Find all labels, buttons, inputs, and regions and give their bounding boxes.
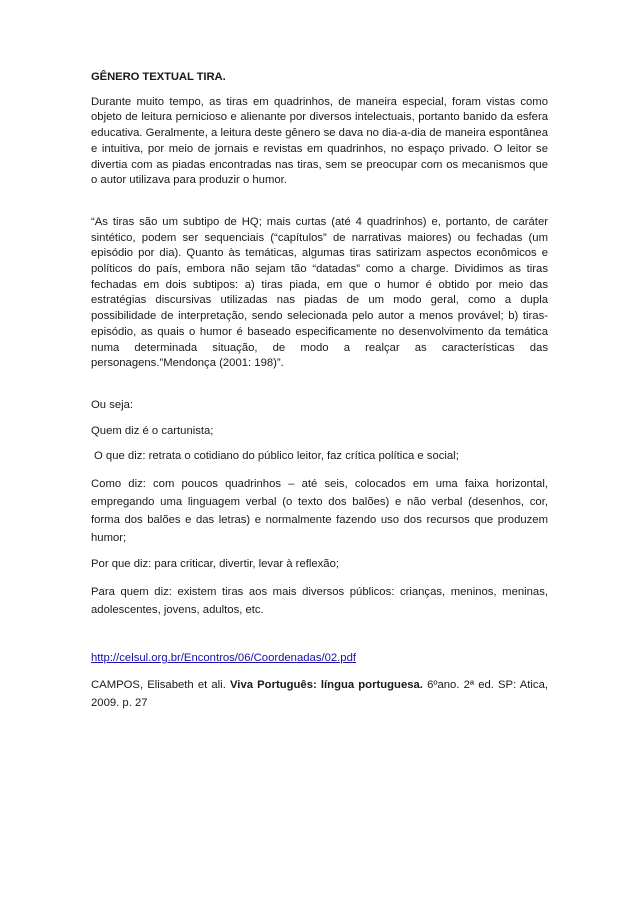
bibliographic-reference: [91, 676, 548, 712]
ref-details: 6ºano. 2ª ed. SP: Atica, 2009. p. 27: [91, 679, 548, 710]
document-title: GÊNERO TEXTUAL TIRA.: [91, 71, 226, 83]
ref-title: Viva Português: língua portuguesa.: [229, 679, 423, 692]
como-diz-item: Como diz: com poucos quadrinhos – até seis, colocados em uma faixa horizontal, empregando uma linguagem verbal (o texto dos balões) e não verbal (desenhos, cor, forma dos balões e das letras) e normalmente fazendo uso dos recursos que produzem humor;: [91, 478, 548, 545]
document-page: [91, 70, 548, 724]
por-que-diz-item: Por que diz: para criticar, divertir, levar à reflexão;: [91, 558, 340, 571]
quem-diz-item: Quem diz é o cartunista;: [91, 424, 214, 437]
o-que-diz-item: O que diz: retrata o cotidiano do público leitor, faz crítica política e social;: [94, 450, 459, 463]
source-link[interactable]: http://celsul.org.br/Encontros/06/Coordenadas/02.pdf: [91, 651, 357, 664]
intro-paragraph: Durante muito tempo, as tiras em quadrinhos, de maneira especial, foram vistas como objeto de leitura pernicioso e alienante por diversos intelectuais, portanto banido da esfera educativa. Geralmente, a leitura deste gênero se dava no dia-a-dia de maneira espontânea e intuitiva, por meio de jornais e revistas em quadrinhos, no espaço privado. O leitor se divertia com as piadas encontradas nas tiras, sem se preocupar com os mecanismos que o autor utilizava para produzir o humor.: [91, 95, 548, 187]
para-quem-diz-item: Para quem diz: existem tiras aos mais diversos públicos: crianças, meninos, meninas, adolescentes, jovens, adultos, etc.: [91, 585, 548, 616]
source-link-row: [91, 651, 548, 667]
ref-author: CAMPOS, Elisabeth et ali.: [91, 679, 230, 692]
ou-seja-label: Ou seja:: [91, 398, 134, 411]
quote-paragraph: “As tiras são um subtipo de HQ; mais curtas (até 4 quadrinhos) e, portanto, de caráter sintético, podem ser sequenciais (“capítulos” de narrativas maiores) ou fechadas (um episódio por dia). Quanto às temáticas, algumas tiras satirizam aspectos econômicos e políticos do país, embora não sejam tão “datadas” como a charge. Dividimos as tiras fechadas em dois subtipos: a) tiras piada, em que o humor é obtido por meio das estratégias discursivas utilizadas nas piadas de um modo geral, como a dupla possibilidade de interpretação, sendo selecionada pelo autor a menos provável; b) tiras-episódio, as quais o humor é baseado especificamente no desenvolvimento da temática numa determinada situação, de modo a realçar as características das personagens.”Mendonça (2001: 198)”.: [91, 215, 548, 370]
